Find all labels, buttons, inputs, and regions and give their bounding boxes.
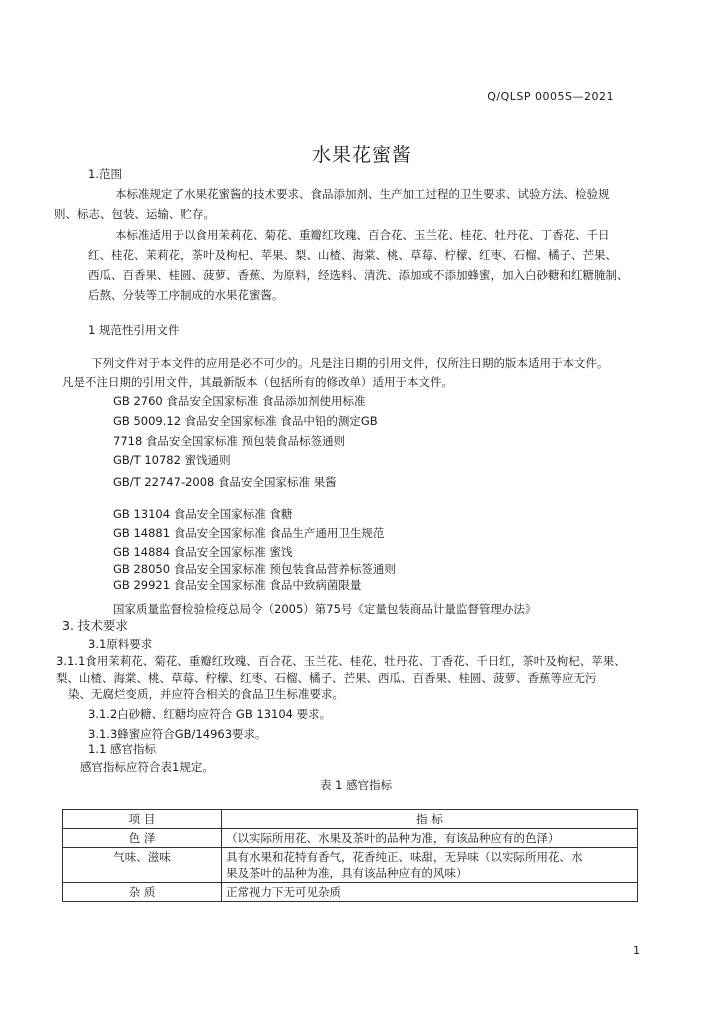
table-cell-item: 色 泽 xyxy=(63,829,222,848)
ref-item: GB 14881 食品安全国家标准 食品生产通用卫生规范 xyxy=(113,526,385,540)
ref-item: GB 13104 食品安全国家标准 食糖 xyxy=(113,507,293,521)
table-cell-item: 气味、滋味 xyxy=(63,848,222,883)
table-row xyxy=(63,829,638,848)
ref-item: GB 28050 食品安全国家标准 预包装食品营养标签通则 xyxy=(113,562,396,576)
scope-paragraph-2: 本标准适用于以食用茉莉花、菊花、重瓣红玫瑰、百合花、玉兰花、桂花、牡丹花、丁香花、千日 xyxy=(115,228,610,242)
ref-item: GB 29921 食品安全国家标准 食品中致病菌限量 xyxy=(113,578,362,592)
scope-heading: 1.范围 xyxy=(88,167,122,181)
scope-paragraph-2-cont: 西瓜、百香果、桂圆、菠萝、香蕉、为原料，经选料、清洗、添加或不添加蜂蜜，加入白砂糖和红糖腌制、 xyxy=(88,268,629,282)
tech-heading: 3. 技术要求 xyxy=(62,618,128,633)
raw-311-cont: 梨、山楂、海棠、桃、草莓、柠檬、红枣、石榴、橘子、芒果、西瓜、百香果、桂圆、菠萝、香蕉等应无污 xyxy=(56,671,597,685)
ref-item: GB/T 10782 蜜饯通则 xyxy=(113,453,231,467)
table-header-row xyxy=(63,810,638,829)
ref-item: GB/T 22747-2008 食品安全国家标准 果酱 xyxy=(113,475,337,489)
raw-heading: 3.1原料要求 xyxy=(88,637,153,651)
scope-paragraph-1-cont: 则、标志、包装、运输、贮存。 xyxy=(54,207,215,221)
table-row xyxy=(63,883,638,902)
raw-312: 3.1.2白砂糖、红糖均应符合 GB 13104 要求。 xyxy=(88,707,332,721)
table-caption: 表 1 感官指标 xyxy=(320,778,393,792)
table-row xyxy=(63,848,638,883)
table-cell-spec: （以实际所用花、水果及茶叶的品种为准，有该品种应有的色泽） xyxy=(222,829,638,848)
refs-intro: 下列文件对于本文件的应用是必不可少的。凡是注日期的引用文件，仅所注日期的版本适用于本文件。 xyxy=(91,356,609,370)
scope-paragraph-2-cont: 后熬、分装等工序制成的水果花蜜酱。 xyxy=(88,288,284,302)
ref-item: 7718 食品安全国家标准 预包装食品标签通则 xyxy=(113,434,346,448)
raw-311: 3.1.1食用茉莉花、菊花、重瓣红玫瑰、百合花、玉兰花、桂花、牡丹花、丁香花、千日红，茶叶及枸杞、苹果、 xyxy=(56,654,626,668)
sensory-table xyxy=(62,809,638,902)
table-cell-item: 杂 质 xyxy=(63,883,222,902)
sensory-heading: 1.1 感官指标 xyxy=(88,742,156,756)
ref-item: GB 2760 食品安全国家标准 食品添加剂使用标准 xyxy=(113,394,366,408)
refs-intro-cont: 凡是不注日期的引用文件，其最新版本（包括所有的修改单）适用于本文件。 xyxy=(62,375,453,389)
ref-item: GB 5009.12 食品安全国家标准 食品中铅的测定GB xyxy=(113,414,378,428)
sensory-intro: 感官指标应符合表1规定。 xyxy=(80,760,214,774)
doc-title: 水果花蜜酱 xyxy=(311,144,412,166)
scope-paragraph-2-cont: 红、桂花、茉莉花，茶叶及枸杞、苹果、梨、山楂、海棠、桃、草莓、柠檬、红枣、石榴、橘子、芒果、 xyxy=(88,248,617,262)
table-cell-spec-line: 果及茶叶的品种为准，具有该品种应有的风味） xyxy=(226,866,468,880)
table-cell-spec: 正常视力下无可见杂质 xyxy=(222,883,638,902)
table-cell-spec-line: 具有水果和花特有香气，花香纯正、味甜，无异味（以实际所用花、水 xyxy=(226,850,583,864)
ref-item: GB 14884 食品安全国家标准 蜜饯 xyxy=(113,545,293,559)
scope-paragraph-1: 本标准规定了水果花蜜酱的技术要求、食品添加剂、生产加工过程的卫生要求、试验方法、检验规 xyxy=(115,187,610,201)
ref-order: 国家质量监督检验检疫总局令（2005）第75号《定量包装商品计量监督管理办法》 xyxy=(113,602,537,616)
page-number: 1 xyxy=(633,944,640,957)
table-header-spec: 指 标 xyxy=(222,810,638,829)
table-cell-spec xyxy=(222,848,638,883)
raw-313: 3.1.3蜂蜜应符合GB/14963要求。 xyxy=(88,727,267,741)
doc-code: Q/QLSP 0005S—2021 xyxy=(487,90,614,103)
refs-heading: 1 规范性引用文件 xyxy=(88,323,180,337)
table-header-item: 项 目 xyxy=(63,810,222,829)
raw-311-cont: 染、无腐烂变质，并应符合相关的食品卫生标准要求。 xyxy=(68,687,344,701)
